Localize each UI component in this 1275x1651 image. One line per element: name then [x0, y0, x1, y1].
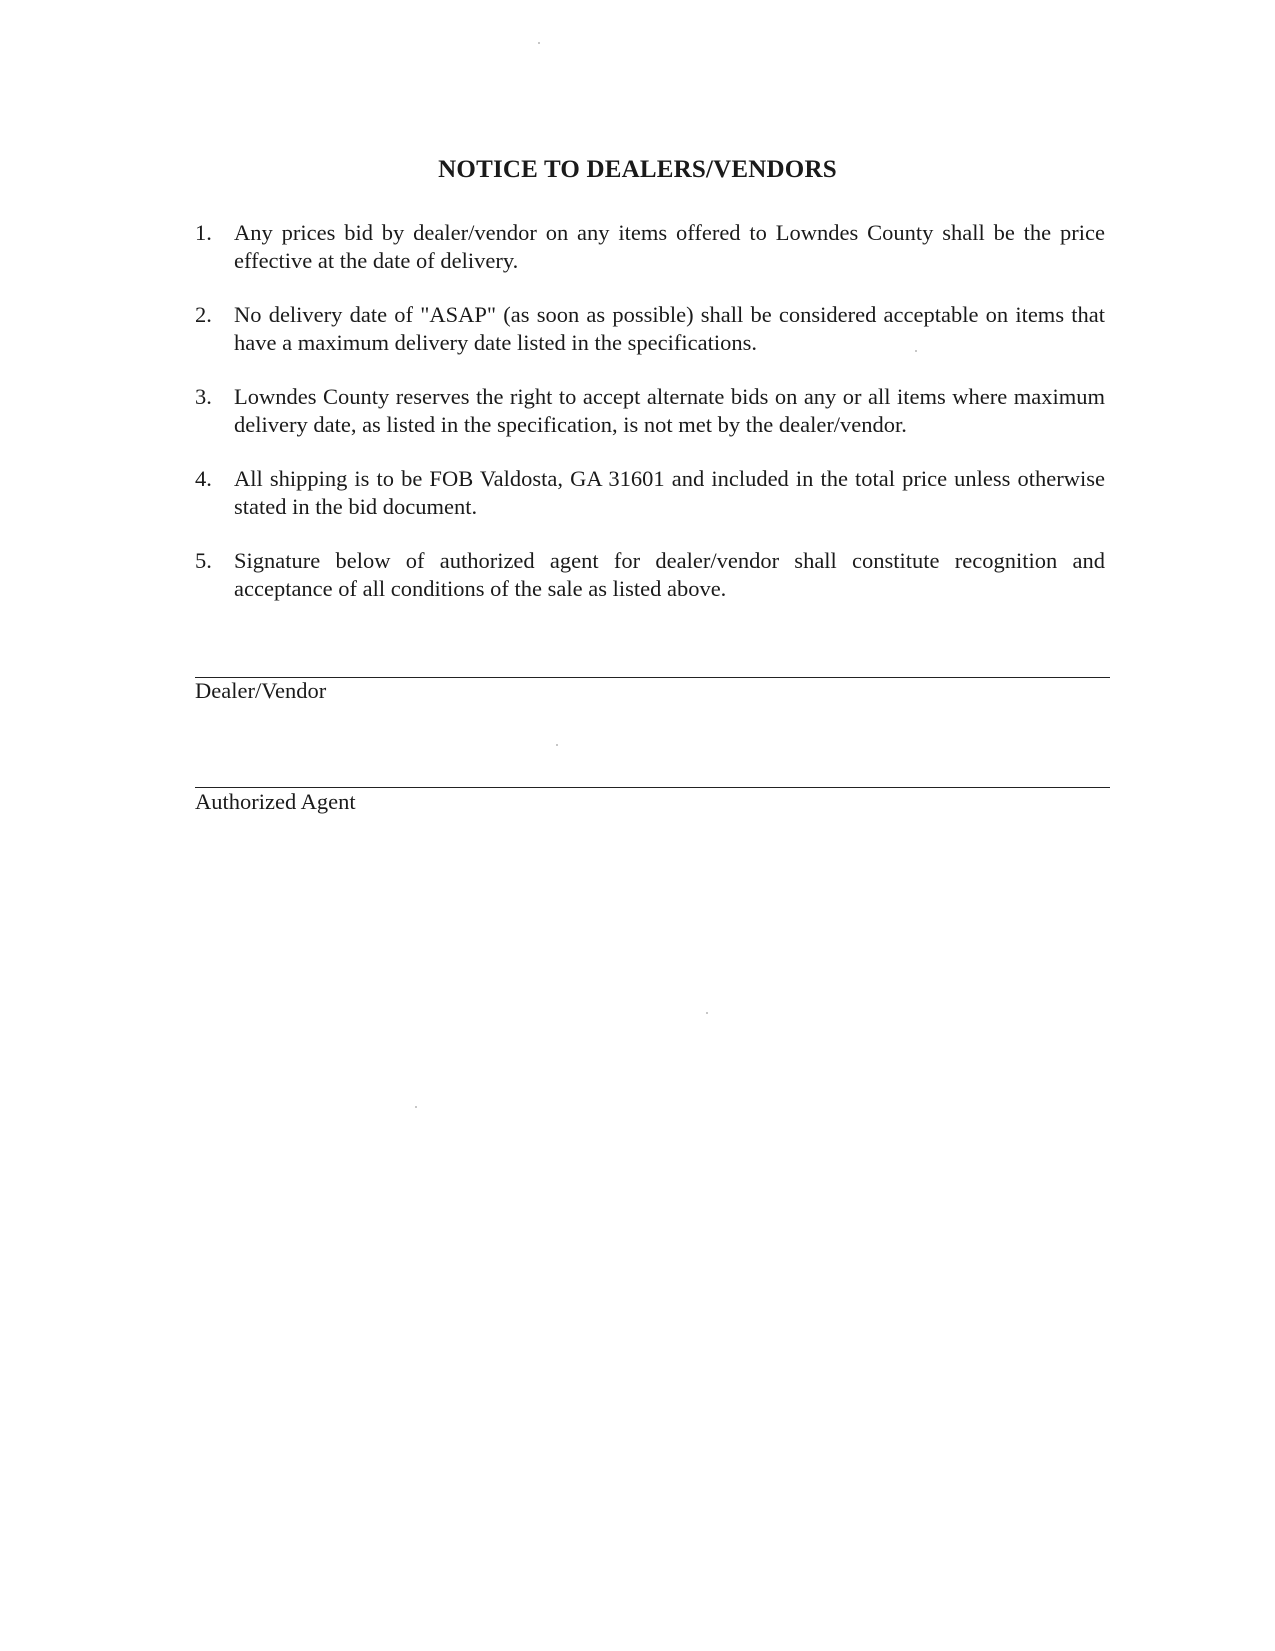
scan-speck — [415, 1106, 417, 1108]
item-number: 3. — [195, 384, 212, 409]
item-number: 2. — [195, 302, 212, 327]
scan-speck — [538, 42, 540, 44]
list-item — [195, 547, 1105, 603]
agent-signature-label: Authorized Agent — [195, 789, 356, 814]
agent-signature-line[interactable] — [195, 787, 1110, 788]
dealer-signature-label: Dealer/Vendor — [195, 678, 327, 703]
scan-speck — [556, 744, 558, 746]
item-text: Signature below of authorized agent for dealer/vendor shall constitute recognition and acceptance of all conditions of the sale as listed above. — [234, 548, 1105, 601]
item-text: All shipping is to be FOB Valdosta, GA 31601 and included in the total price unless otherwise stated in the bid document. — [234, 466, 1105, 519]
item-text: No delivery date of "ASAP" (as soon as possible) shall be considered acceptable on items that have a maximum delivery date listed in the specifications. — [234, 302, 1105, 355]
item-number: 5. — [195, 548, 212, 573]
notice-list — [195, 219, 1105, 629]
list-item — [195, 301, 1105, 357]
scan-speck — [915, 350, 917, 352]
list-item — [195, 219, 1105, 275]
dealer-signature-line[interactable] — [195, 677, 1110, 678]
item-text: Lowndes County reserves the right to accept alternate bids on any or all items where maximum delivery date, as listed in the specification, is not met by the dealer/vendor. — [234, 384, 1105, 437]
page-title: NOTICE TO DEALERS/VENDORS — [438, 156, 837, 183]
list-item — [195, 465, 1105, 521]
item-text: Any prices bid by dealer/vendor on any items offered to Lowndes County shall be the price effective at the date of delivery. — [234, 220, 1105, 273]
item-number: 4. — [195, 466, 212, 491]
scan-speck — [706, 1012, 708, 1014]
item-number: 1. — [195, 220, 212, 245]
list-item — [195, 383, 1105, 439]
